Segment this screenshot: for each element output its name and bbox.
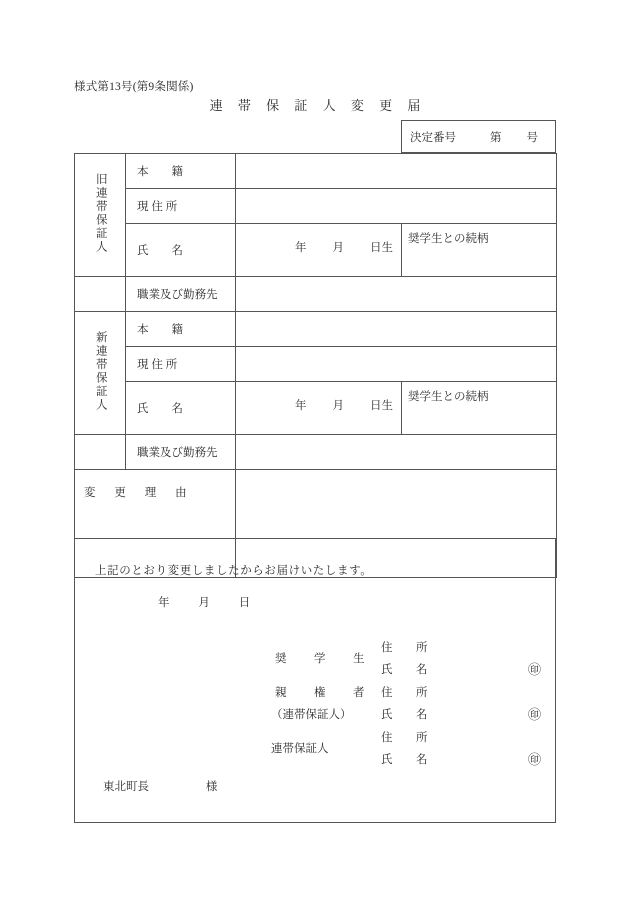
seal-icon: ㊞ (527, 752, 541, 767)
old-guarantor-side-label-text: 旧連帯保証人 (94, 173, 107, 254)
signature-role-guarantor: 連帯保証人 (271, 743, 329, 755)
table-row (75, 154, 557, 189)
new-guarantor-occupation-label: 職業及び勤務先 (126, 435, 236, 470)
old-guarantor-honseki-value[interactable] (236, 154, 557, 189)
signature-role-custodian-line2: （連帯保証人） (271, 709, 352, 721)
new-guarantor-occupation-value[interactable] (236, 435, 557, 470)
student-address-label: 住 所 (381, 642, 434, 654)
birth-month-label: 月 (332, 400, 344, 412)
statement-year-label: 年 (158, 597, 170, 609)
guarantor-address-label: 住 所 (381, 732, 434, 744)
table-row (75, 435, 557, 470)
student-name-label: 氏 名 (381, 664, 434, 676)
old-guarantor-birthdate (236, 239, 401, 261)
old-guarantor-address-label: 現 住 所 (126, 189, 236, 224)
new-guarantor-birthdate (236, 397, 401, 419)
statement-month-label: 月 (198, 597, 210, 609)
old-guarantor-relation-cell[interactable] (402, 224, 557, 277)
table-row (75, 347, 557, 382)
guarantor-name-label: 氏 名 (381, 754, 434, 766)
signature-role-student: 奨 学 生 (275, 653, 373, 665)
table-row (75, 224, 557, 277)
new-guarantor-name-label: 氏 名 (126, 382, 236, 435)
decision-number-label: 決定番号 (410, 131, 456, 144)
old-guarantor-side-label (75, 154, 126, 277)
new-guarantor-honseki-value[interactable] (236, 312, 557, 347)
addressee (103, 778, 217, 794)
table-row (75, 189, 557, 224)
signature-fields-student (381, 637, 434, 681)
old-guarantor-name-value[interactable] (236, 224, 402, 277)
new-guarantor-relation-label: 奨学生との続柄 (408, 391, 489, 403)
birth-day-label: 日生 (370, 400, 393, 412)
birth-month-label: 月 (332, 242, 344, 254)
page-title: 連 帯 保 証 人 変 更 届 (209, 98, 427, 113)
table-row (75, 312, 557, 347)
custodian-name-label: 氏 名 (381, 709, 434, 721)
statement-text: 上記のとおり変更しましたからお届けいたします。 (95, 565, 373, 577)
reason-label: 変 更 理 由 (75, 470, 236, 578)
seal-icon: ㊞ (527, 707, 541, 722)
guarantor-table (74, 153, 557, 578)
addressee-name: 東北町長 (103, 781, 149, 793)
new-guarantor-name-value[interactable] (236, 382, 402, 435)
signature-fields-guarantor (381, 727, 434, 771)
decision-number-box (401, 120, 556, 153)
new-guarantor-honseki-label: 本 籍 (126, 312, 236, 347)
old-guarantor-side-spacer (75, 277, 126, 312)
signature-fields-custodian (381, 682, 434, 726)
custodian-address-label: 住 所 (381, 687, 434, 699)
new-guarantor-relation-cell[interactable] (402, 382, 557, 435)
decision-number-gou: 号 (526, 131, 538, 144)
new-guarantor-address-value[interactable] (236, 347, 557, 382)
old-guarantor-occupation-label: 職業及び勤務先 (126, 277, 236, 312)
statement-date (158, 594, 250, 610)
seal-icon: ㊞ (527, 662, 541, 677)
signature-row-guarantor (271, 727, 541, 772)
addressee-honorific: 様 (205, 781, 218, 793)
old-guarantor-occupation-value[interactable] (236, 277, 557, 312)
old-guarantor-relation-label: 奨学生との続柄 (408, 233, 489, 245)
new-guarantor-side-label-text: 新連帯保証人 (94, 331, 107, 412)
decision-number-dai: 第 (490, 131, 502, 144)
birth-day-label: 日生 (370, 242, 393, 254)
old-guarantor-name-label: 氏 名 (126, 224, 236, 277)
table-row (75, 382, 557, 435)
signature-row-custodian (271, 682, 541, 727)
statement-day-label: 日 (238, 597, 251, 609)
statement-section (74, 538, 556, 823)
signature-row-student (271, 637, 541, 682)
old-guarantor-address-value[interactable] (236, 189, 557, 224)
signature-block (271, 637, 541, 772)
new-guarantor-side-spacer (75, 435, 126, 470)
new-guarantor-side-label (75, 312, 126, 435)
signature-role-custodian-line1: 親 権 者 (275, 687, 373, 699)
birth-year-label: 年 (295, 400, 307, 412)
form-code: 様式第13号(第9条関係) (74, 81, 194, 93)
new-guarantor-address-label: 現 住 所 (126, 347, 236, 382)
birth-year-label: 年 (295, 242, 307, 254)
old-guarantor-honseki-label: 本 籍 (126, 154, 236, 189)
table-row (75, 277, 557, 312)
